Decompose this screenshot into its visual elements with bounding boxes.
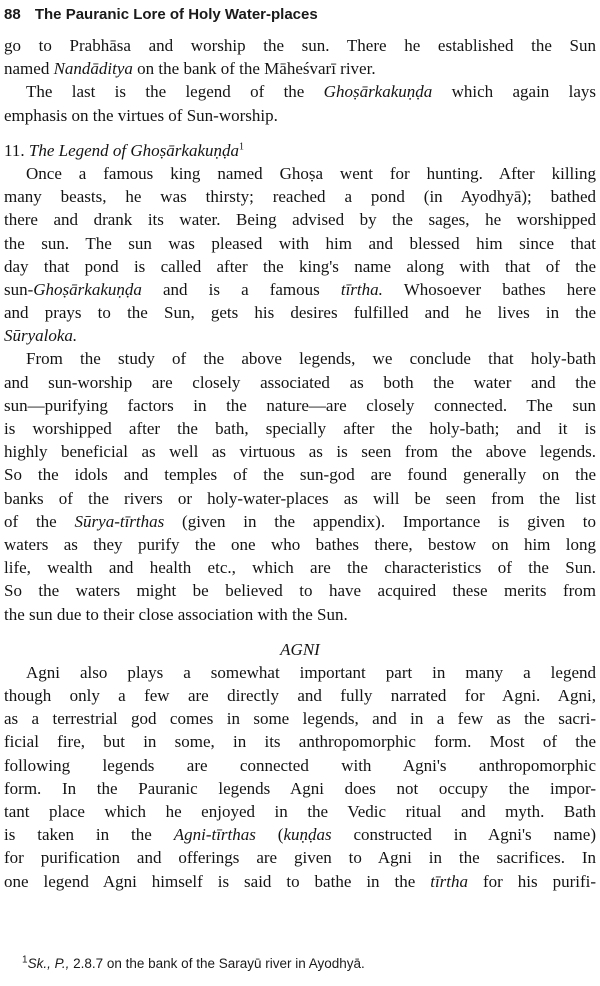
text-line: So the waters might be believed to have acquired these merits from xyxy=(4,581,596,601)
text-line: for purification and offerings are given to Agni in the sacrifices. In xyxy=(4,848,596,868)
paragraph-ghosarkakunda-intro xyxy=(4,80,596,126)
text-line: waters as they purify the one who bathes there, bestow on him long xyxy=(4,534,596,554)
text-line: From the study of the above legends, we conclude that holy-bath xyxy=(26,349,596,369)
section-heading-agni: AGNI xyxy=(280,639,320,659)
text-line: the sun. The sun was pleased with him and blessed him since that xyxy=(4,233,596,253)
text-line: So the idols and temples of the sun-god are found generally on the xyxy=(4,465,596,485)
text-line: following legends are connected with Agni's anthropomorphic xyxy=(4,755,596,775)
paragraph-legend xyxy=(4,162,596,348)
text-line: one legend Agni himself is said to bathe in the tīrtha for his purifi- xyxy=(4,871,596,891)
text-line: form. In the Pauranic legends Agni does not occupy the impor- xyxy=(4,778,596,798)
paragraph-conclusion xyxy=(4,347,596,625)
text-line: tant place which he enjoyed in the Vedic ritual and myth. Bath xyxy=(4,802,596,821)
text-line: Sūryaloka. xyxy=(4,326,78,346)
text-line: though only a few are directly and fully narrated for Agni. Agni, xyxy=(4,686,596,706)
text-line: highly beneficial as well as virtuous as is seen from the above legends. xyxy=(4,442,596,462)
text-line: and sun-worship are closely associated as both the water and the xyxy=(4,372,596,392)
running-header xyxy=(4,6,594,30)
footnote: $^1$Sk., P., 2.8.7 on the bank of the Sarayū river in Ayodhyā. xyxy=(22,954,365,971)
text-line: sun-Ghoṣārkakuṇḍa and is a famous tīrtha. Whosoever bathes here xyxy=(4,279,596,299)
text-line: life, wealth and health etc., which are the characteristics of the Sun. xyxy=(4,558,596,578)
text-line: is worshipped after the bath, specially after the holy-bath; and it is xyxy=(4,419,596,438)
footnote-number: 1 xyxy=(22,954,28,966)
text-line: Once a famous king named Ghoṣa went for hunting. After killing xyxy=(26,163,596,183)
paragraph-continuation xyxy=(4,34,596,80)
running-title: The Pauranic Lore of Holy Water-places xyxy=(34,6,318,23)
paragraph-agni xyxy=(4,661,596,893)
text-line: Agni also plays a somewhat important part in many a legend xyxy=(26,662,596,682)
page-number: 88 xyxy=(4,6,21,23)
text-line: The last is the legend of the Ghoṣārkakuṇḍa which again lays xyxy=(26,82,596,102)
text-line: of the Sūrya-tīrthas (given in the appendix). Importance is given to xyxy=(4,511,596,531)
text-line: emphasis on the virtues of Sun-worship. xyxy=(4,105,278,125)
footnote-marker: 1 xyxy=(239,141,244,153)
text-line: named Nandāditya on the bank of the Māheśvarī river. xyxy=(4,59,376,79)
body-text xyxy=(4,34,596,893)
text-line: as a terrestrial god comes in some legends, and in a few as the sacri- xyxy=(4,709,596,729)
text-line: the sun due to their close association with the Sun. xyxy=(4,604,348,624)
text-line: is taken in the Agni-tīrthas (kuṇḍas constructed in Agni's name) xyxy=(4,825,596,845)
text-line: sun—purifying factors in the nature—are closely connected. The sun xyxy=(4,395,596,415)
text-line: and prays to the Sun, gets his desires fulfilled and he lives in the xyxy=(4,303,596,323)
section-heading: 11. The Legend of Ghoṣārkakuṇḍa$^1$ xyxy=(4,140,244,160)
text-line: go to Prabhāsa and worship the sun. There he established the Sun xyxy=(4,36,596,55)
text-line: many beasts, he was thirsty; reached a pond (in Ayodhyā); bathed xyxy=(4,187,596,207)
text-line: ficial fire, but in some, in its anthropomorphic form. Most of the xyxy=(4,732,596,752)
text-line: there and drank its water. Being advised by the sages, he worshipped xyxy=(4,210,596,230)
text-line: day that pond is called after the king's name along with that of the xyxy=(4,256,596,276)
text-line: banks of the rivers or holy-water-places as will be seen from the list xyxy=(4,488,596,508)
